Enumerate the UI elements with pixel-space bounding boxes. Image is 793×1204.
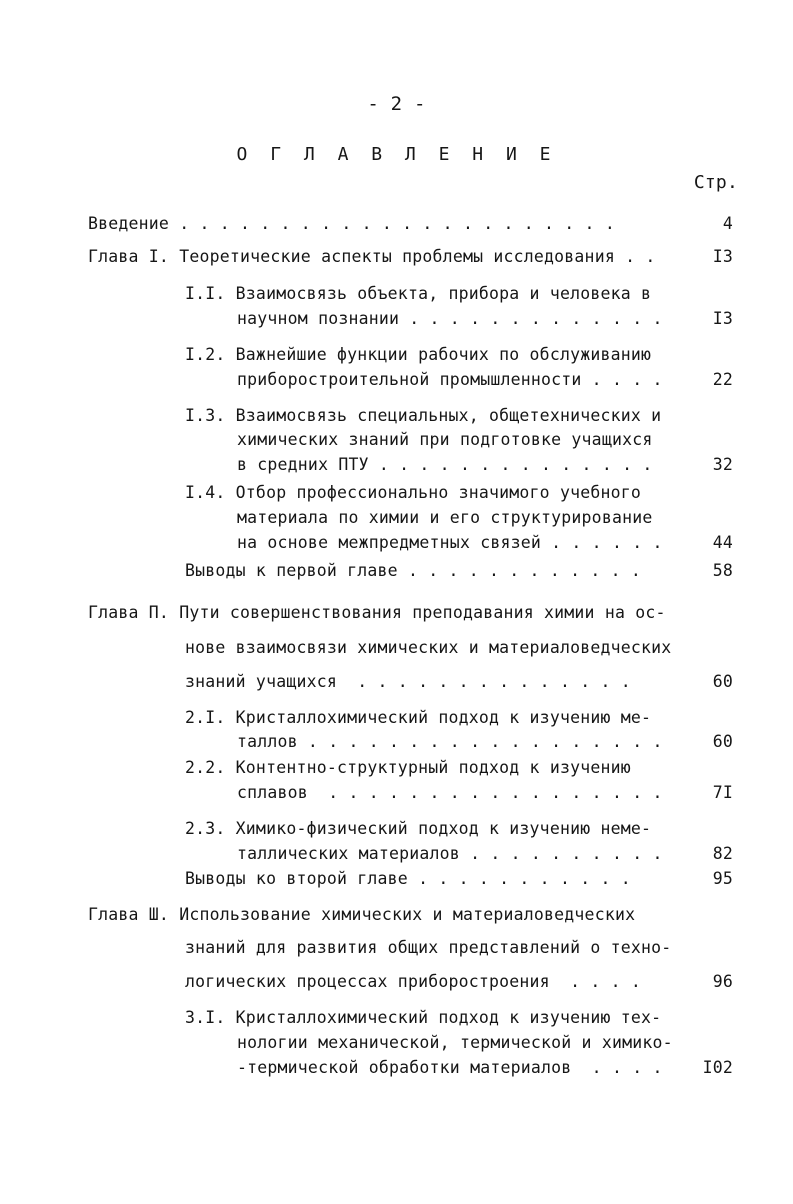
- toc-entry-text: в средних ПТУ . . . . . . . . . . . . . .: [237, 455, 653, 474]
- toc-entry-text: I.4. Отбор профессионально значимого учебного: [185, 483, 642, 502]
- toc-entry-text: знаний для развития общих представлений о техно-: [185, 938, 672, 957]
- toc-entry-text: I.3. Взаимосвязь специальных, общетехнических и: [185, 406, 662, 425]
- toc-entry-text: I.2. Важнейшие функции рабочих по обслуживанию: [185, 345, 652, 364]
- toc-entry-text: 2.2. Контентно-структурный подход к изучению: [185, 758, 631, 777]
- toc-entry-text: сплавов . . . . . . . . . . . . . . . . .: [237, 783, 663, 802]
- toc-entry-page: 22: [712, 370, 733, 389]
- toc-entry-page: 44: [712, 533, 733, 552]
- toc-entry-text: I.I. Взаимосвязь объекта, прибора и человека в: [185, 284, 652, 303]
- toc-entry-page: 60: [712, 672, 733, 691]
- toc-entry-text: логических процессах приборостроения . . . .: [185, 972, 642, 991]
- toc-entry-text: Глава I. Теоретические аспекты проблемы исследования . .: [88, 247, 656, 266]
- toc-entry-text: химических знаний при подготовке учащихся: [237, 430, 653, 449]
- toc-entry-text: нове взаимосвязи химических и материаловедческих: [185, 638, 672, 657]
- toc-entry-page: 58: [712, 561, 733, 580]
- toc-entry-text: нологии механической, термической и химико-: [237, 1033, 673, 1052]
- page-column-label: Стр.: [693, 172, 738, 193]
- toc-entry-page: I3: [712, 247, 733, 266]
- toc-entry-text: Глава П. Пути совершенствования преподавания химии на ос-: [88, 603, 666, 622]
- toc-entry-text: Выводы ко второй главе . . . . . . . . . . .: [185, 869, 631, 888]
- toc-entry-text: Выводы к первой главе . . . . . . . . . . . .: [185, 561, 642, 580]
- toc-entry-text: на основе межпредметных связей . . . . . .: [237, 533, 663, 552]
- toc-entry-text: таллических материалов . . . . . . . . . .: [237, 844, 663, 863]
- toc-entry-page: 32: [712, 455, 733, 474]
- toc-entry-text: таллов . . . . . . . . . . . . . . . . . .: [237, 732, 663, 751]
- toc-entry-page: 95: [712, 869, 733, 888]
- toc-entry-page: 4: [722, 214, 733, 233]
- toc-entry-text: Глава Ш. Использование химических и материаловедческих: [88, 905, 636, 924]
- toc-entry-page: I02: [702, 1058, 733, 1077]
- toc-entry-text: материала по химии и его структурирование: [237, 508, 653, 527]
- toc-entry-text: 3.I. Кристаллохимический подход к изучению тех-: [185, 1008, 662, 1027]
- toc-entry-page: 96: [712, 972, 733, 991]
- toc-entry-text: научном познании . . . . . . . . . . . . .: [237, 309, 663, 328]
- toc-entry-page: 82: [712, 844, 733, 863]
- page-number: - 2 -: [367, 93, 426, 115]
- toc-entry-page: 60: [712, 732, 733, 751]
- toc-entry-text: 2.I. Кристаллохимический подход к изучению ме-: [185, 708, 652, 727]
- toc-entry-text: 2.3. Химико-физический подход к изучению неме-: [185, 819, 652, 838]
- toc-entry-text: знаний учащихся . . . . . . . . . . . . . .: [185, 672, 631, 691]
- toc-entry-page: I3: [712, 309, 733, 328]
- toc-entry-text: приборостроительной промышленности . . . .: [237, 370, 663, 389]
- toc-entry-page: 7I: [712, 783, 733, 802]
- toc-entry-text: Введение . . . . . . . . . . . . . . . . . . . . . .: [88, 214, 615, 233]
- page-title: О Г Л А В Л Е Н И Е: [236, 144, 557, 165]
- toc-entry-text: -термической обработки материалов . . . .: [237, 1058, 663, 1077]
